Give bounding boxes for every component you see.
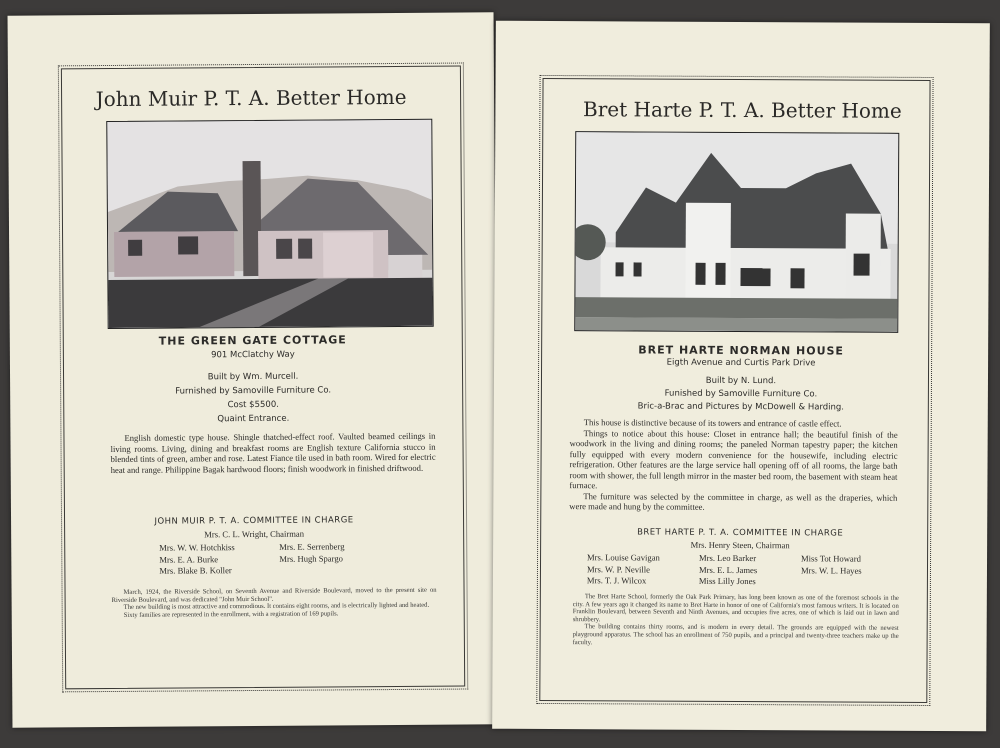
- right-house-name: BRET HARTE NORMAN HOUSE: [638, 343, 845, 358]
- right-description-p3: The furniture was selected by the committee in charge, as well as the draperies, which were made and hung by the committee.: [569, 490, 898, 512]
- left-committee-col1: [159, 542, 235, 577]
- school-note: The new building is most attractive and commodious. It contains eight rooms, and is electrically lighted and heated.: [123, 601, 430, 612]
- committee-member: Mrs. E. Serrenberg: [279, 541, 345, 552]
- committee-member: Mrs. W. W. Hotchkiss: [159, 542, 235, 553]
- left-school-notes: [112, 587, 437, 620]
- left-house-name: THE GREEN GATE COTTAGE: [158, 333, 347, 348]
- right-committee-heading: BRET HARTE P. T. A. COMMITTEE IN CHARGE: [637, 527, 844, 539]
- committee-member: Mrs. W. L. Hayes: [800, 564, 862, 576]
- left-credit-cost: Cost $5500.: [227, 399, 279, 411]
- green-gate-cottage-photo: [106, 119, 433, 329]
- committee-member: Mrs. E. L. James: [698, 564, 758, 575]
- committee-member: Mrs. W. P. Neville: [586, 563, 651, 575]
- committee-member: Mrs. Louise Gavigan: [587, 552, 660, 563]
- right-page: [492, 21, 990, 732]
- right-committee-col2: [699, 553, 757, 588]
- right-credit-bric-a-brac: Bric-a-Brac and Pictures by McDowell & Harding.: [637, 401, 845, 413]
- left-description-text: English domestic type house. Shingle thatched-effect roof. Vaulted beamed ceilings in living rooms. Living, dining and breakfast rooms are English texture California stucco in blended tints of green, amber and rose. Latest Fiance tile used in bath room. Wired for electric heat and range. Philippine Bagak hardwood floors; finish woodwork in finished driftwood.: [110, 430, 436, 475]
- right-house-address: Eigth Avenue and Curtis Park Drive: [666, 357, 816, 369]
- school-note: The Bret Harte School, formerly the Oak Park Primary, has long been known as one of the foremost schools in the city. A few years ago it changed its name to Bret Harte in honor of one of California's most famous writers. It is located on Franklin Boulevard, between Seventh and Ninth Avenues, and occupies five acres, one of which is laid out in lawn and shrubbery.: [572, 593, 899, 624]
- right-committee-col3: [801, 553, 862, 576]
- left-credit-furnisher: Furnished by Samoville Furniture Co.: [175, 385, 332, 397]
- right-description-p2: Things to notice about this house: Closet in entrance hall; the beautiful finish of the woodwork in the living and dining rooms; the paneled Norman tapestry paper; the kitchen fully equipped with every modern convenience for the housewife, including electric refrigeration. Other features are the large service hall opening off of all rooms, the large bath room with shower, the full length mirror in the master bed room, the basement with steam heat furnace.: [569, 427, 898, 491]
- right-committee-chairman: Mrs. Henry Steen, Chairman: [690, 539, 790, 551]
- right-credit-builder: Built by N. Lund.: [705, 375, 777, 387]
- committee-member: Mrs. Leo Barker: [699, 552, 757, 564]
- left-description: [110, 431, 435, 475]
- committee-member: Mrs. Hugh Spargo: [279, 552, 343, 564]
- committee-member: Mrs. E. A. Burke: [159, 553, 219, 565]
- committee-member: Mrs. Blake B. Koller: [159, 565, 232, 576]
- right-credit-furnisher: Funished by Samoville Furniture Co.: [664, 388, 818, 400]
- school-note: March, 1924, the Riverside School, on Seventh Avenue and Riverside Boulevard, moved to the present site on Riverside Boulevard, and was dedicated "John Muir School".: [111, 586, 437, 604]
- norman-house-photo: [574, 131, 899, 333]
- right-committee-col1: [587, 552, 660, 587]
- school-note: The building contains thirty rooms, and is modern in every detail. The grounds are equipped with the newest playground apparatus. The school has an enrollment of 750 pupils, and a principal and twenty-three teachers make up the faculty.: [572, 623, 899, 646]
- left-page-title: John Muir P. T. A. Better Home: [95, 84, 407, 112]
- left-committee-heading: JOHN MUIR P. T. A. COMMITTEE IN CHARGE: [154, 515, 354, 527]
- left-page: [8, 12, 499, 727]
- right-school-notes: [573, 593, 899, 648]
- committee-member: Miss Tot Howard: [801, 553, 861, 564]
- school-note: Sixty families are represented in the enrollment, with a registration of 169 pupils.: [123, 610, 339, 619]
- left-committee-col2: [279, 541, 344, 564]
- right-description: [569, 417, 897, 513]
- left-committee-chairman: Mrs. C. L. Wright, Chairman: [204, 528, 305, 540]
- right-page-title: Bret Harte P. T. A. Better Home: [582, 97, 902, 123]
- left-house-address: 901 McClatchy Way: [211, 349, 295, 361]
- committee-member: Miss Lilly Jones: [698, 575, 756, 587]
- left-credit-entrance: Quaint Entrance.: [217, 413, 290, 425]
- committee-member: Mrs. T. J. Wilcox: [586, 575, 647, 586]
- right-description-p1: This house is distinctive because of its towers and entrance of castle effect.: [583, 417, 842, 429]
- left-credit-builder: Built by Wm. Murcell.: [207, 371, 299, 383]
